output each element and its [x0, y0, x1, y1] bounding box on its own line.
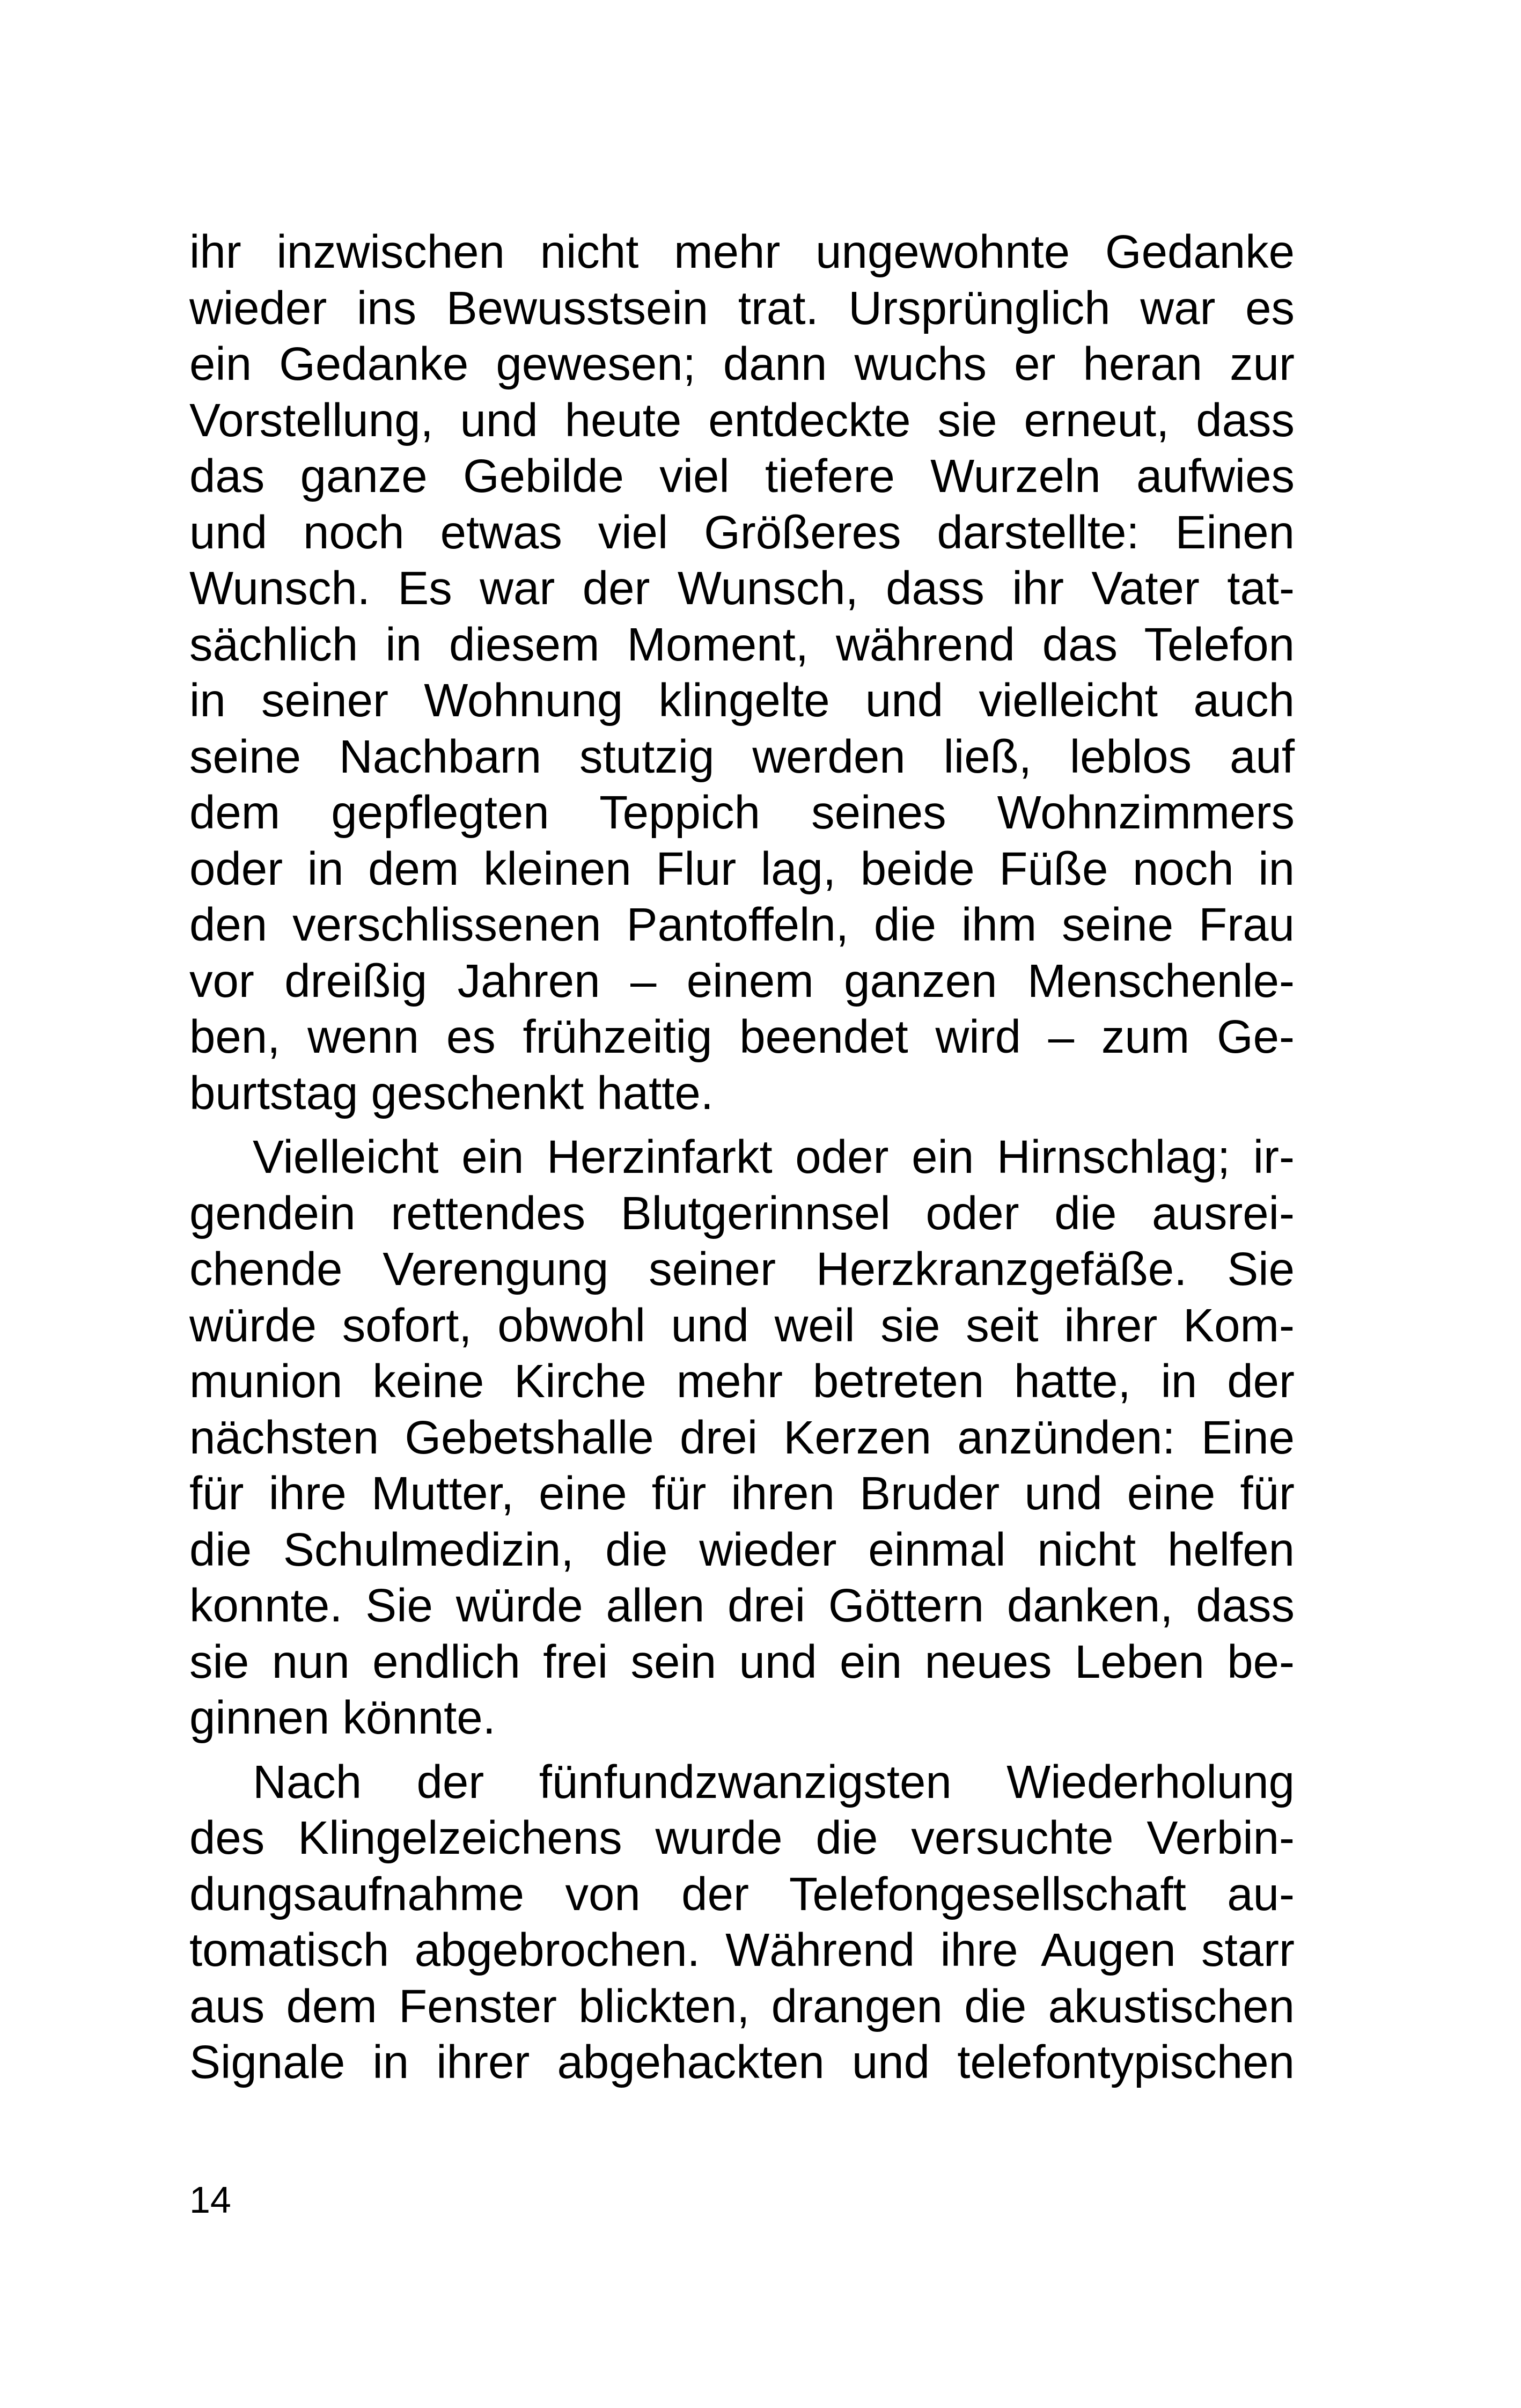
- text-line: chende Verengung seiner Herzkranzgefäße. Sie: [189, 1243, 1295, 1295]
- text-line: ihr inzwischen nicht mehr ungewohnte Gedanke: [189, 226, 1295, 278]
- text-line: würde sofort, obwohl und weil sie seit ihrer Kom-: [189, 1299, 1295, 1352]
- text-line: ein Gedanke gewesen; dann wuchs er heran zur: [189, 338, 1295, 390]
- text-line: wieder ins Bewusstsein trat. Ursprünglich war es: [189, 282, 1295, 334]
- text-line: ginnen könnte.: [189, 1692, 496, 1744]
- text-line: ben, wenn es frühzeitig beendet wird – zum Ge-: [189, 1011, 1295, 1063]
- text-line: munion keine Kirche mehr betreten hatte, in der: [189, 1355, 1295, 1407]
- text-line: Nach der fünfundzwanzigsten Wiederholung: [253, 1756, 1295, 1808]
- text-line: konnte. Sie würde allen drei Göttern danken, dass: [189, 1580, 1295, 1632]
- text-line: des Klingelzeichens wurde die versuchte Verbin-: [189, 1812, 1295, 1864]
- text-line: sächlich in diesem Moment, während das Telefon: [189, 618, 1295, 671]
- text-line: Wunsch. Es war der Wunsch, dass ihr Vater tat-: [189, 562, 1295, 614]
- text-line: tomatisch abgebrochen. Während ihre Augen starr: [189, 1924, 1295, 1976]
- text-line: nächsten Gebetshalle drei Kerzen anzünden: Eine: [189, 1411, 1295, 1464]
- text-line: in seiner Wohnung klingelte und vielleicht auch: [189, 674, 1295, 726]
- page-number: 14: [189, 2179, 231, 2221]
- text-line: dungsaufnahme von der Telefongesellschaft au-: [189, 1868, 1295, 1920]
- text-line: vor dreißig Jahren – einem ganzen Menschenle-: [189, 955, 1295, 1007]
- text-line: sie nun endlich frei sein und ein neues Leben be-: [189, 1635, 1295, 1688]
- body-text: [189, 224, 1295, 2091]
- text-line: und noch etwas viel Größeres darstellte: Einen: [189, 506, 1295, 559]
- text-line: burtstag geschenkt hatte.: [189, 1067, 714, 1119]
- text-line: seine Nachbarn stutzig werden ließ, leblos auf: [189, 730, 1295, 783]
- text-line: oder in dem kleinen Flur lag, beide Füße noch in: [189, 842, 1295, 895]
- paragraph-1: [189, 224, 1295, 1121]
- paragraph-2: [189, 1129, 1295, 1746]
- text-line: den verschlissenen Pantoffeln, die ihm seine Frau: [189, 899, 1295, 951]
- text-line: gendein rettendes Blutgerinnsel oder die ausrei-: [189, 1187, 1295, 1239]
- text-line: dem gepflegten Teppich seines Wohnzimmers: [189, 787, 1295, 839]
- text-line: Vorstellung, und heute entdeckte sie erneut, dass: [189, 394, 1295, 446]
- text-line: Signale in ihrer abgehackten und telefontypischen: [189, 2036, 1295, 2088]
- text-line: das ganze Gebilde viel tiefere Wurzeln aufwies: [189, 450, 1295, 502]
- text-line: Vielleicht ein Herzinfarkt oder ein Hirnschlag; ir-: [253, 1131, 1295, 1183]
- text-line: aus dem Fenster blickten, drangen die akustischen: [189, 1980, 1295, 2032]
- paragraph-3: [189, 1754, 1295, 2091]
- text-line: die Schulmedizin, die wieder einmal nicht helfen: [189, 1523, 1295, 1576]
- text-line: für ihre Mutter, eine für ihren Bruder und eine für: [189, 1467, 1295, 1519]
